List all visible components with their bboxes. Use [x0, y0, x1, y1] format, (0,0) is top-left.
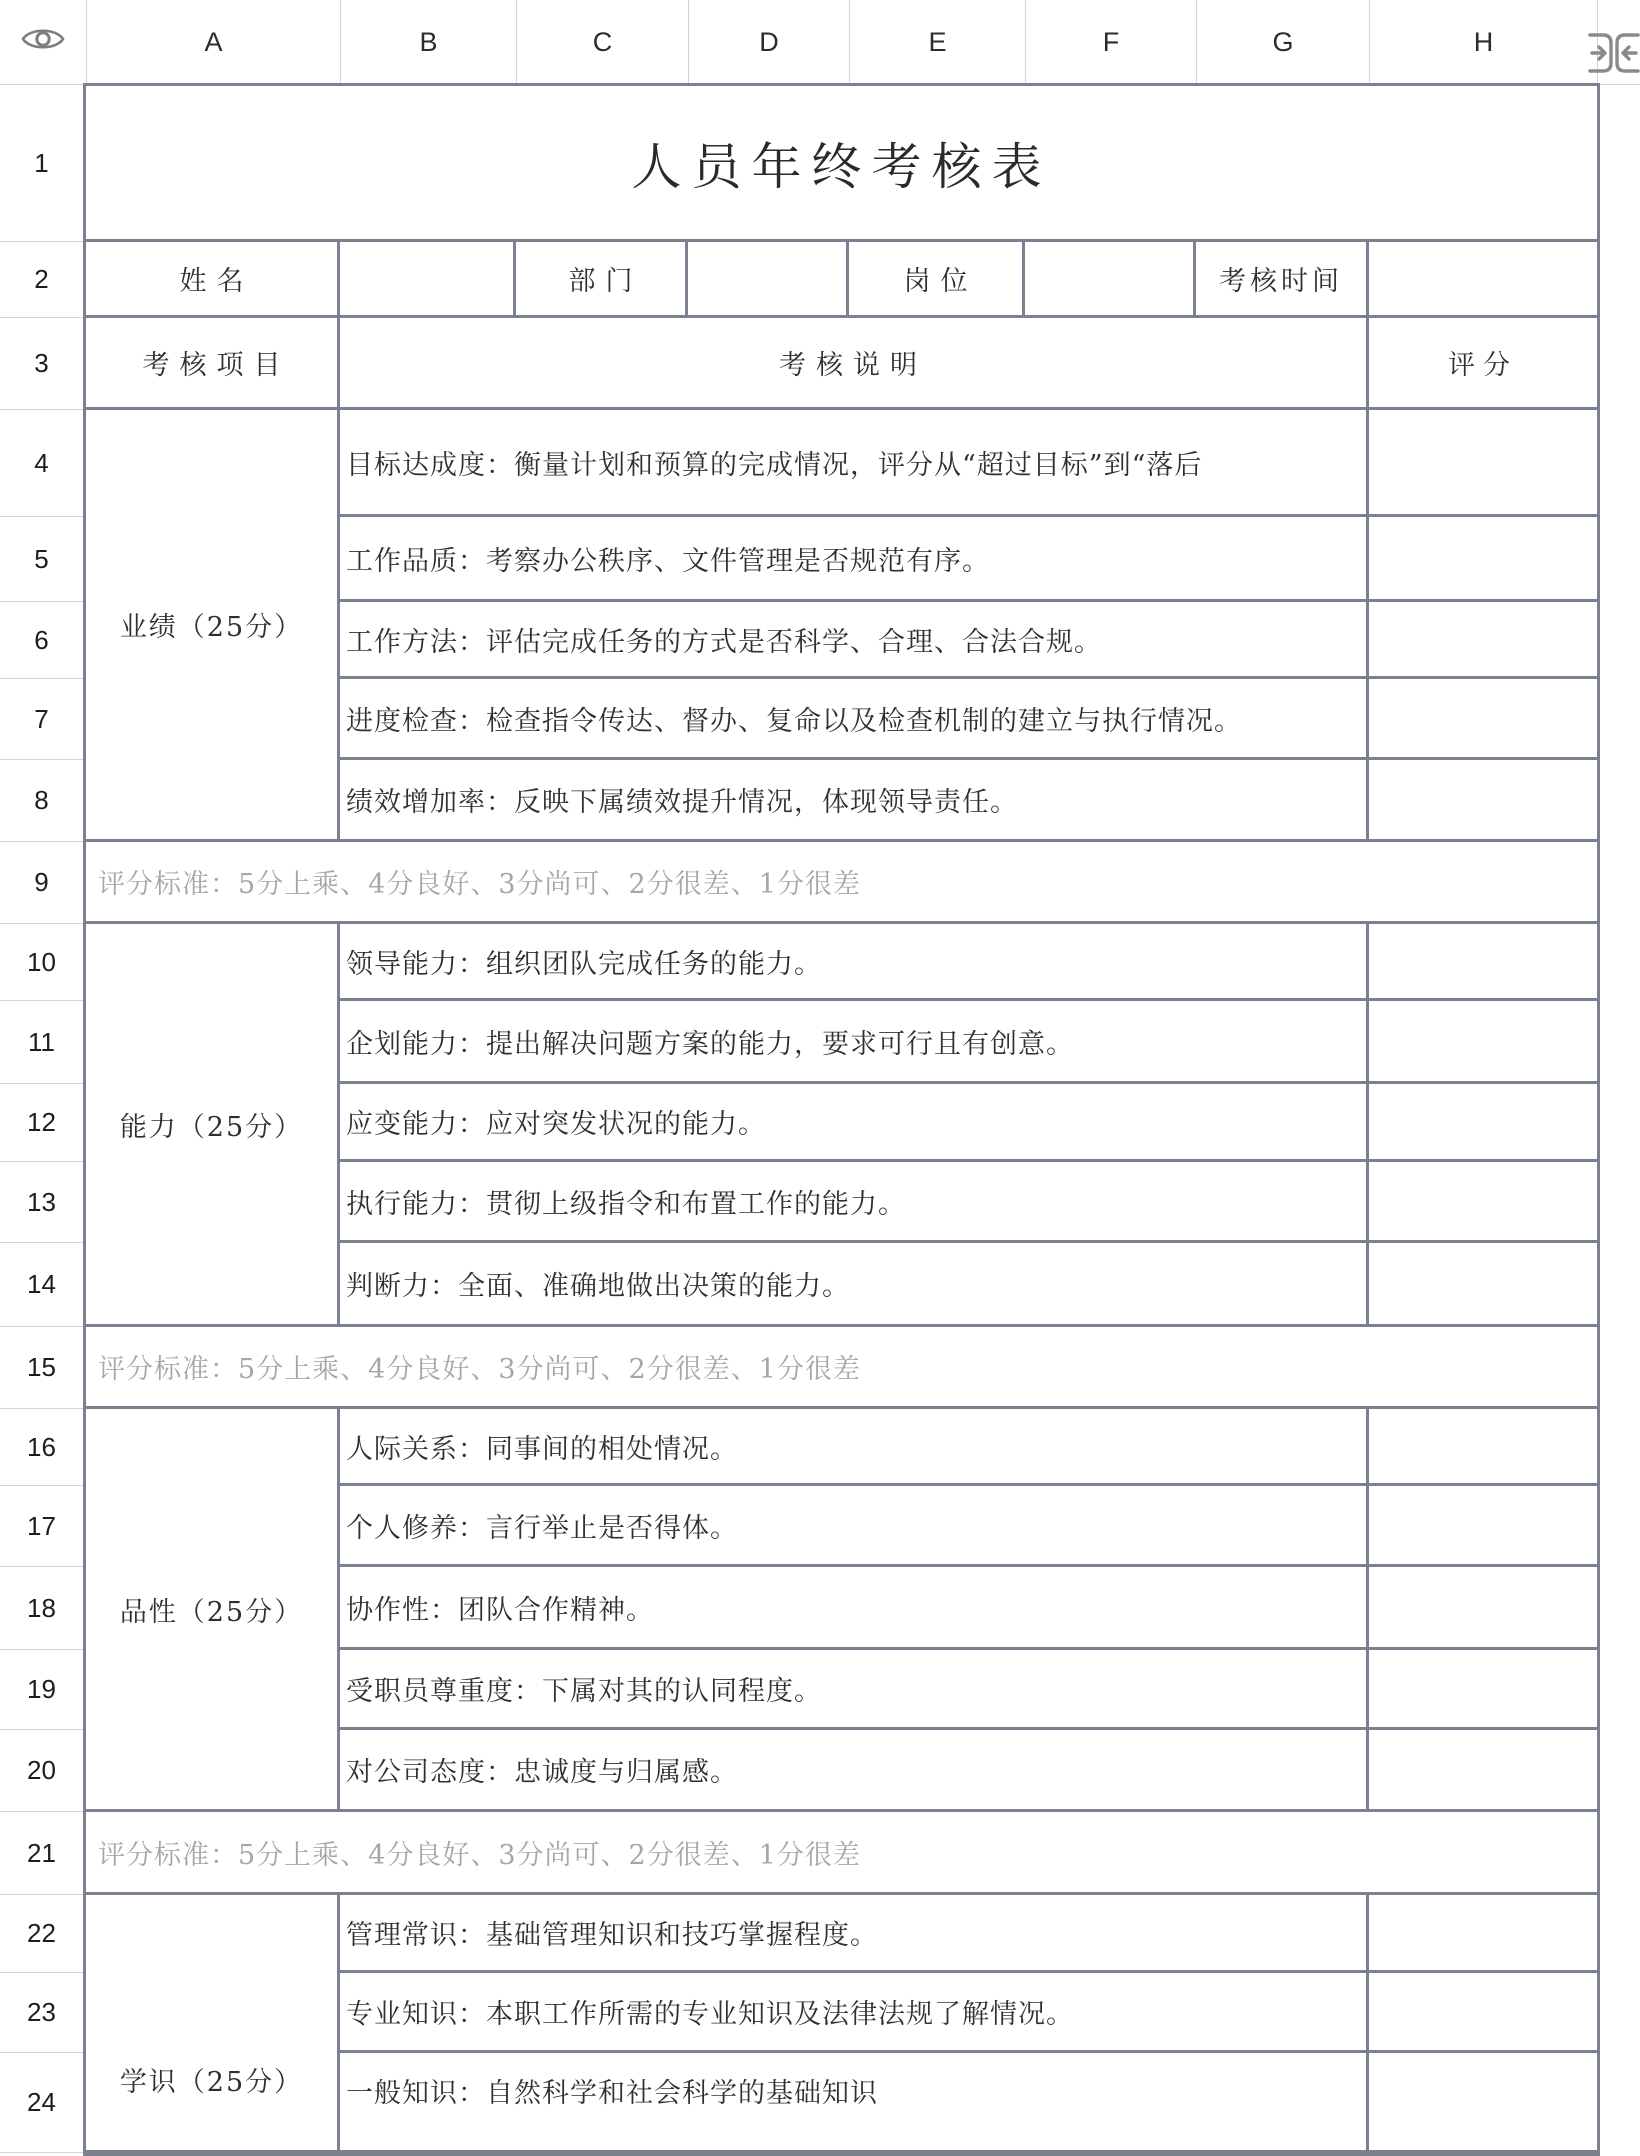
column-label: E — [928, 26, 947, 57]
criterion-text: 应变能力：应对突发状况的能力。 — [346, 1109, 766, 1140]
score-cell[interactable] — [1369, 2053, 1597, 2153]
criterion-cell[interactable] — [340, 1162, 1369, 1243]
score-cell[interactable] — [1369, 1243, 1597, 1327]
column-header-g[interactable] — [1196, 0, 1369, 84]
department-label-cell[interactable] — [516, 242, 688, 318]
score-cell[interactable] — [1369, 1650, 1597, 1730]
row-label: 1 — [34, 148, 49, 178]
column-label: C — [592, 26, 613, 57]
row-header-11[interactable] — [0, 1001, 83, 1084]
criterion-cell[interactable] — [340, 1409, 1369, 1486]
row-header-7[interactable] — [0, 679, 83, 760]
row-label: 8 — [34, 785, 49, 815]
criterion-text: 企划能力：提出解决问题方案的能力，要求可行且有创意。 — [346, 1028, 1074, 1060]
criterion-text: 管理常识：基础管理知识和技巧掌握程度。 — [346, 1920, 878, 1951]
column-label: B — [419, 26, 438, 57]
criterion-cell[interactable] — [340, 1084, 1369, 1162]
criterion-cell[interactable] — [340, 1486, 1369, 1567]
criterion-cell[interactable] — [340, 760, 1369, 842]
criterion-text: 绩效增加率：反映下属绩效提升情况，体现领导责任。 — [346, 787, 1018, 818]
criterion-cell[interactable] — [340, 1730, 1369, 1812]
row-label: 2 — [34, 264, 49, 294]
criterion-text: 判断力：全面、准确地做出决策的能力。 — [346, 1271, 850, 1302]
row-header-24[interactable] — [0, 2053, 83, 2153]
eye-icon[interactable] — [20, 23, 66, 62]
row-label: 21 — [27, 1837, 56, 1868]
score-cell[interactable] — [1369, 924, 1597, 1001]
criterion-text: 对公司态度：忠诚度与归属感。 — [346, 1757, 738, 1788]
row-label: 22 — [27, 1918, 56, 1948]
row-label: 11 — [28, 1026, 55, 1057]
row-label: 7 — [34, 703, 49, 734]
column-header-h[interactable] — [1369, 0, 1597, 84]
score-cell[interactable] — [1369, 1895, 1597, 1973]
name-value-cell[interactable] — [340, 242, 516, 318]
rating-note-text: 评分标准：5分上乘、4分良好、3分尚可、2分很差、1分很差 — [98, 1354, 861, 1385]
criterion-text: 协作性：团队合作精神。 — [346, 1594, 654, 1626]
criterion-text: 工作方法：评估完成任务的方式是否科学、合理、合法合规。 — [346, 626, 1102, 658]
score-cell[interactable] — [1369, 1084, 1597, 1162]
row-label: 13 — [27, 1186, 56, 1217]
row-label: 5 — [34, 543, 49, 574]
column-label: D — [759, 26, 779, 57]
review-time-label: 考核时间 — [1219, 266, 1343, 297]
row-header-8[interactable] — [0, 760, 83, 842]
position-label: 岗位 — [903, 266, 978, 297]
criterion-text: 执行能力：贯彻上级指令和布置工作的能力。 — [346, 1188, 906, 1220]
rating-note-cell[interactable] — [86, 1327, 1597, 1409]
department-value-cell[interactable] — [688, 242, 849, 318]
criterion-text: 受职员尊重度：下属对其的认同程度。 — [346, 1676, 822, 1707]
row-header-19[interactable] — [0, 1650, 83, 1730]
section-label-character[interactable] — [86, 1409, 340, 1812]
row-label: 19 — [27, 1674, 56, 1704]
name-label: 姓名 — [179, 266, 254, 297]
criterion-text: 进度检查：检查指令传达、督办、复命以及检查机制的建立与执行情况。 — [346, 705, 1242, 737]
score-cell[interactable] — [1369, 1162, 1597, 1243]
score-cell[interactable] — [1369, 1409, 1597, 1486]
assessment-table — [83, 83, 1600, 2156]
criterion-cell[interactable] — [340, 410, 1369, 517]
department-label: 部门 — [568, 266, 643, 297]
row-label: 10 — [27, 946, 56, 977]
review-time-label-cell[interactable] — [1196, 242, 1369, 318]
column-label: H — [1473, 26, 1494, 57]
form-title: 人员年终考核表 — [631, 137, 1052, 196]
row-header-14[interactable] — [0, 1243, 83, 1327]
column-label: A — [204, 26, 223, 57]
row-label: 3 — [34, 348, 49, 378]
rating-note-cell[interactable] — [86, 842, 1597, 924]
score-cell[interactable] — [1369, 1486, 1597, 1567]
row-header-4[interactable] — [0, 410, 83, 517]
row-header-15[interactable] — [0, 1327, 83, 1409]
column-label: G — [1272, 26, 1294, 57]
row-label: 6 — [34, 624, 49, 655]
column-header-c[interactable] — [516, 0, 688, 84]
row-header-3[interactable] — [0, 318, 83, 410]
column-header-a[interactable] — [86, 0, 340, 84]
score-cell[interactable] — [1369, 1730, 1597, 1812]
column-header-d[interactable] — [688, 0, 849, 84]
criterion-cell[interactable] — [340, 1973, 1369, 2053]
row-label: 17 — [27, 1510, 56, 1541]
review-time-value-cell[interactable] — [1369, 242, 1597, 318]
score-cell[interactable] — [1369, 602, 1597, 679]
column-header-f[interactable] — [1025, 0, 1196, 84]
section-label-ability[interactable] — [86, 924, 340, 1327]
criterion-text: 人际关系：同事间的相处情况。 — [346, 1433, 738, 1465]
criterion-cell[interactable] — [340, 1895, 1369, 1973]
row-header-13[interactable] — [0, 1162, 83, 1243]
row-header-17[interactable] — [0, 1486, 83, 1567]
criterion-cell[interactable] — [340, 679, 1369, 760]
row-label: 23 — [27, 1997, 56, 2027]
row-label: 24 — [27, 2087, 56, 2117]
description-column-caption-cell[interactable] — [340, 318, 1369, 410]
column-header-b[interactable] — [340, 0, 516, 84]
row-header-23[interactable] — [0, 1973, 83, 2053]
score-column-caption: 评分 — [1448, 350, 1518, 381]
name-label-cell[interactable] — [86, 242, 340, 318]
criterion-text: 个人修养：言行举止是否得体。 — [346, 1512, 738, 1544]
row-header-9[interactable] — [0, 842, 83, 924]
score-cell[interactable] — [1369, 1973, 1597, 2053]
form-title-cell[interactable] — [86, 86, 1597, 242]
item-column-caption: 考核项目 — [142, 350, 291, 381]
column-header-bar — [0, 0, 1640, 85]
row-label: 14 — [27, 1269, 56, 1299]
select-all-corner[interactable] — [0, 0, 86, 84]
row-label: 18 — [27, 1592, 56, 1623]
section-name: 品性（25分） — [119, 1596, 304, 1628]
row-header-1[interactable] — [0, 86, 83, 242]
row-header-20[interactable] — [0, 1730, 83, 1812]
row-header-21[interactable] — [0, 1812, 83, 1895]
criterion-text: 目标达成度：衡量计划和预算的完成情况，评分从“超过目标”到“落后 — [346, 449, 1203, 481]
section-name: 业绩（25分） — [119, 612, 304, 643]
row-header-22[interactable] — [0, 1895, 83, 1973]
criterion-text: 一般知识：自然科学和社会科学的基础知识 — [346, 2078, 878, 2109]
row-header-6[interactable] — [0, 602, 83, 679]
criterion-text: 专业知识：本职工作所需的专业知识及法律法规了解情况。 — [346, 1999, 1074, 2030]
section-label-knowledge[interactable] — [86, 1895, 340, 2153]
item-column-caption-cell[interactable] — [86, 318, 340, 410]
criterion-cell[interactable] — [340, 924, 1369, 1001]
criterion-text: 领导能力：组织团队完成任务的能力。 — [346, 948, 822, 980]
score-cell[interactable] — [1369, 410, 1597, 517]
rating-note-text: 评分标准：5分上乘、4分良好、3分尚可、2分很差、1分很差 — [98, 1839, 861, 1871]
position-value-cell[interactable] — [1025, 242, 1196, 318]
row-label: 9 — [34, 867, 49, 897]
score-column-caption-cell[interactable] — [1369, 318, 1597, 410]
score-cell[interactable] — [1369, 517, 1597, 602]
column-header-e[interactable] — [849, 0, 1025, 84]
collapse-columns-icon[interactable] — [1588, 32, 1640, 78]
row-label: 15 — [27, 1352, 56, 1382]
criterion-cell[interactable] — [340, 2053, 1369, 2153]
criterion-cell[interactable] — [340, 1243, 1369, 1327]
score-cell[interactable] — [1369, 679, 1597, 760]
row-header-18[interactable] — [0, 1567, 83, 1650]
row-label: 20 — [27, 1755, 56, 1785]
score-cell[interactable] — [1369, 1001, 1597, 1084]
row-label: 4 — [34, 447, 49, 478]
row-header-16[interactable] — [0, 1409, 83, 1486]
row-label: 16 — [27, 1431, 56, 1462]
row-header-12[interactable] — [0, 1084, 83, 1162]
criterion-cell[interactable] — [340, 517, 1369, 602]
criterion-cell[interactable] — [340, 1567, 1369, 1650]
score-cell[interactable] — [1369, 1567, 1597, 1650]
column-label: F — [1102, 26, 1120, 57]
section-label-performance[interactable] — [86, 410, 340, 842]
row-header-5[interactable] — [0, 517, 83, 602]
position-label-cell[interactable] — [849, 242, 1025, 318]
criterion-cell[interactable] — [340, 602, 1369, 679]
criterion-cell[interactable] — [340, 1650, 1369, 1730]
section-name: 学识（25分） — [119, 2067, 304, 2098]
rating-note-cell[interactable] — [86, 1812, 1597, 1895]
row-header-10[interactable] — [0, 924, 83, 1001]
row-header-ruler — [0, 86, 83, 2153]
criterion-text: 工作品质：考察办公秩序、文件管理是否规范有序。 — [346, 545, 990, 577]
row-header-2[interactable] — [0, 242, 83, 318]
section-name: 能力（25分） — [119, 1111, 304, 1143]
row-label: 12 — [27, 1107, 56, 1137]
criterion-cell[interactable] — [340, 1001, 1369, 1084]
rating-note-text: 评分标准：5分上乘、4分良好、3分尚可、2分很差、1分很差 — [98, 869, 861, 900]
description-column-caption: 考核说明 — [779, 350, 927, 381]
score-cell[interactable] — [1369, 760, 1597, 842]
